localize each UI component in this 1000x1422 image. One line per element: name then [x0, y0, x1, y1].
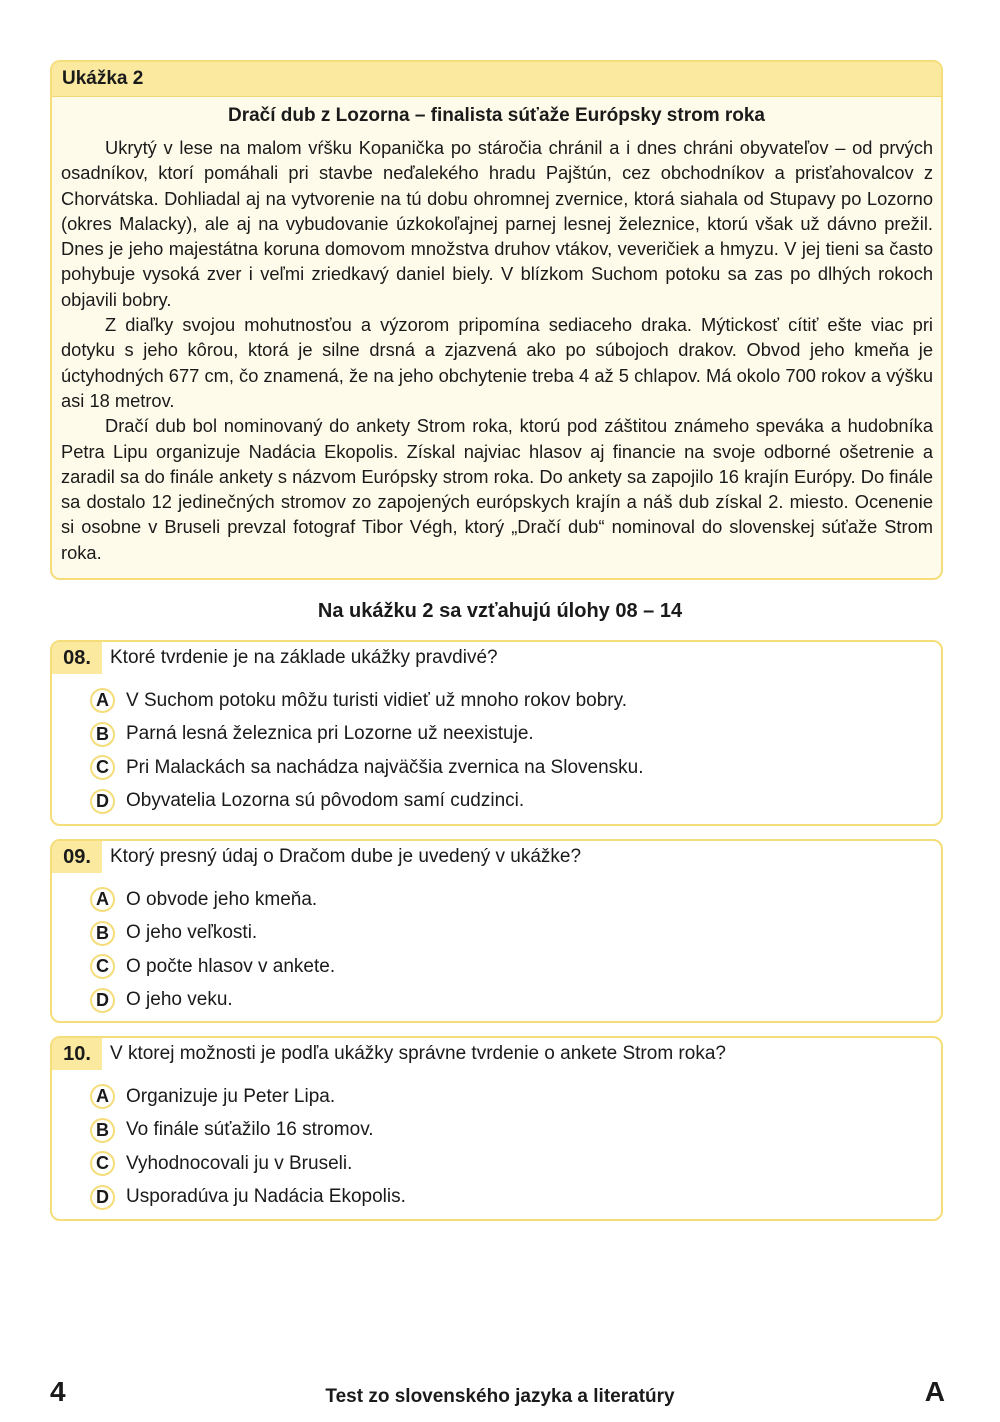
answer-option-d[interactable] [90, 785, 644, 819]
sample-paragraph: Z diaľky svojou mohutnosťou a výzorom pripomína sediaceho draka. Mýtickosť cítiť ešte viac pri dotyku s jeho kôrou, ktorá je silne drsná a zjazvená ako po súbojoch drakov. Obvod jeho kmeňa je úctyhodných 677 cm, čo znamená, že na jeho obchytenie treba 4 až 5 chlapov. Má okolo 700 rokov a výšku asi 18 metrov. [61, 314, 933, 411]
sample-title: Dračí dub z Lozorna – finalista súťaže Európsky strom roka [227, 105, 766, 126]
answer-option-b[interactable] [90, 917, 335, 951]
answer-option-b[interactable] [90, 718, 644, 752]
answer-option-c[interactable] [90, 1147, 406, 1181]
sample-paragraph: Dračí dub bol nominovaný do ankety Strom roka, ktorú pod záštitou známeho speváka a hudobníka Petra Lipu organizuje Nadácia Ekopolis. Získal najviac hlasov aj financie na svoje odborné ošetrenie a zaradil sa do finále ankety s názvom Európsky strom roka. Do ankety sa zapojilo 16 krajín Európy. Do finále sa dostalo 12 jedinečných stromov zo zapojených európskych krajín a náš dub získal 2. miesto. Ocenenie si osobne v Bruseli prevzal fotograf Tibor Végh, ktorý „Dračí dub“ nominoval do slovenskej súťaže Strom roka. [61, 415, 933, 563]
answer-option-d[interactable] [90, 984, 335, 1018]
page-number: 4 [50, 1376, 66, 1407]
option-text: Vyhodnocovali ju v Bruseli. [126, 1152, 353, 1174]
option-text: Parná lesná železnica pri Lozorne už neexistuje. [126, 723, 534, 745]
option-letter-circle: C [90, 954, 115, 979]
section-heading: Na ukážku 2 sa vzťahujú úlohy 08 – 14 [317, 600, 683, 622]
option-letter-circle: C [90, 1151, 115, 1176]
answer-option-a[interactable] [90, 684, 644, 718]
question-text: V ktorej možnosti je podľa ukážky správne tvrdenie o ankete Strom roka? [110, 1043, 726, 1064]
sample-paragraph: Ukrytý v lese na malom vŕšku Kopanička po stáročia chránil a i dnes chráni obyvateľov – od prvých osadníkov, ktorí pomáhali pri stavbe neďalekého hradu Pajštún, cez obchodníkov a prisťahovalcov z Chorvátska. Dohliadal aj na vytvorenie na tú dobu ohromnej zvernice, ktorá siahala od Stupavy po Lozorno (okres Malacky), ale aj na vybudovanie úzkokoľajnej parnej lesnej železnice, ktorú však už dávno prežil. Dnes je jeho majestátna koruna domovom množstva druhov vtákov, veveričiek a hmyzu. V jej tieni sa často pohybuje vysoká zver i veľmi zriedkavý daniel biely. V blízkom Suchom potoku sa zas po dlhých rokoch objavili bobry. [61, 137, 933, 310]
question-08 [50, 640, 943, 826]
answer-option-a[interactable] [90, 883, 335, 917]
option-text: Vo finále súťažilo 16 stromov. [126, 1119, 374, 1141]
sample-box [50, 60, 943, 580]
question-text: Ktorý presný údaj o Dračom dube je uvedený v ukážke? [110, 846, 582, 867]
question-09 [50, 839, 943, 1023]
option-letter-circle: A [90, 688, 115, 713]
option-text: O jeho veku. [126, 989, 233, 1011]
test-variant: A [924, 1376, 945, 1407]
sample-text [52, 135, 941, 565]
option-letter-circle: B [90, 921, 115, 946]
option-letter-circle: A [90, 1084, 115, 1109]
footer-title: Test zo slovenského jazyka a literatúry [325, 1386, 675, 1407]
option-text: O počte hlasov v ankete. [126, 955, 336, 977]
option-text: O obvode jeho kmeňa. [126, 888, 318, 910]
option-letter-circle: D [90, 988, 115, 1013]
option-letter-circle: D [90, 789, 115, 814]
question-number: 09. [52, 841, 102, 873]
answer-options [90, 883, 335, 1017]
answer-option-a[interactable] [90, 1080, 406, 1114]
question-text: Ktoré tvrdenie je na základe ukážky pravdivé? [110, 647, 498, 668]
question-10 [50, 1036, 943, 1221]
option-letter-circle: B [90, 722, 115, 747]
option-letter-circle: B [90, 1118, 115, 1143]
question-number: 08. [52, 642, 102, 674]
sample-label: Ukážka 2 [52, 62, 941, 97]
answer-option-b[interactable] [90, 1114, 406, 1148]
option-text: O jeho veľkosti. [126, 922, 258, 944]
option-text: Pri Malackách sa nachádza najväčšia zvernica na Slovensku. [126, 756, 644, 778]
option-letter-circle: A [90, 887, 115, 912]
option-text: Obyvatelia Lozorna sú pôvodom samí cudzinci. [126, 790, 525, 812]
option-letter-circle: D [90, 1185, 115, 1210]
answer-option-d[interactable] [90, 1181, 406, 1215]
question-number: 10. [52, 1038, 102, 1070]
option-text: V Suchom potoku môžu turisti vidieť už mnoho rokov bobry. [126, 689, 628, 711]
option-text: Organizuje ju Peter Lipa. [126, 1085, 336, 1107]
option-letter-circle: C [90, 755, 115, 780]
answer-option-c[interactable] [90, 751, 644, 785]
answer-option-c[interactable] [90, 950, 335, 984]
option-text: Usporadúva ju Nadácia Ekopolis. [126, 1186, 406, 1208]
answer-options [90, 684, 644, 818]
answer-options [90, 1080, 406, 1214]
